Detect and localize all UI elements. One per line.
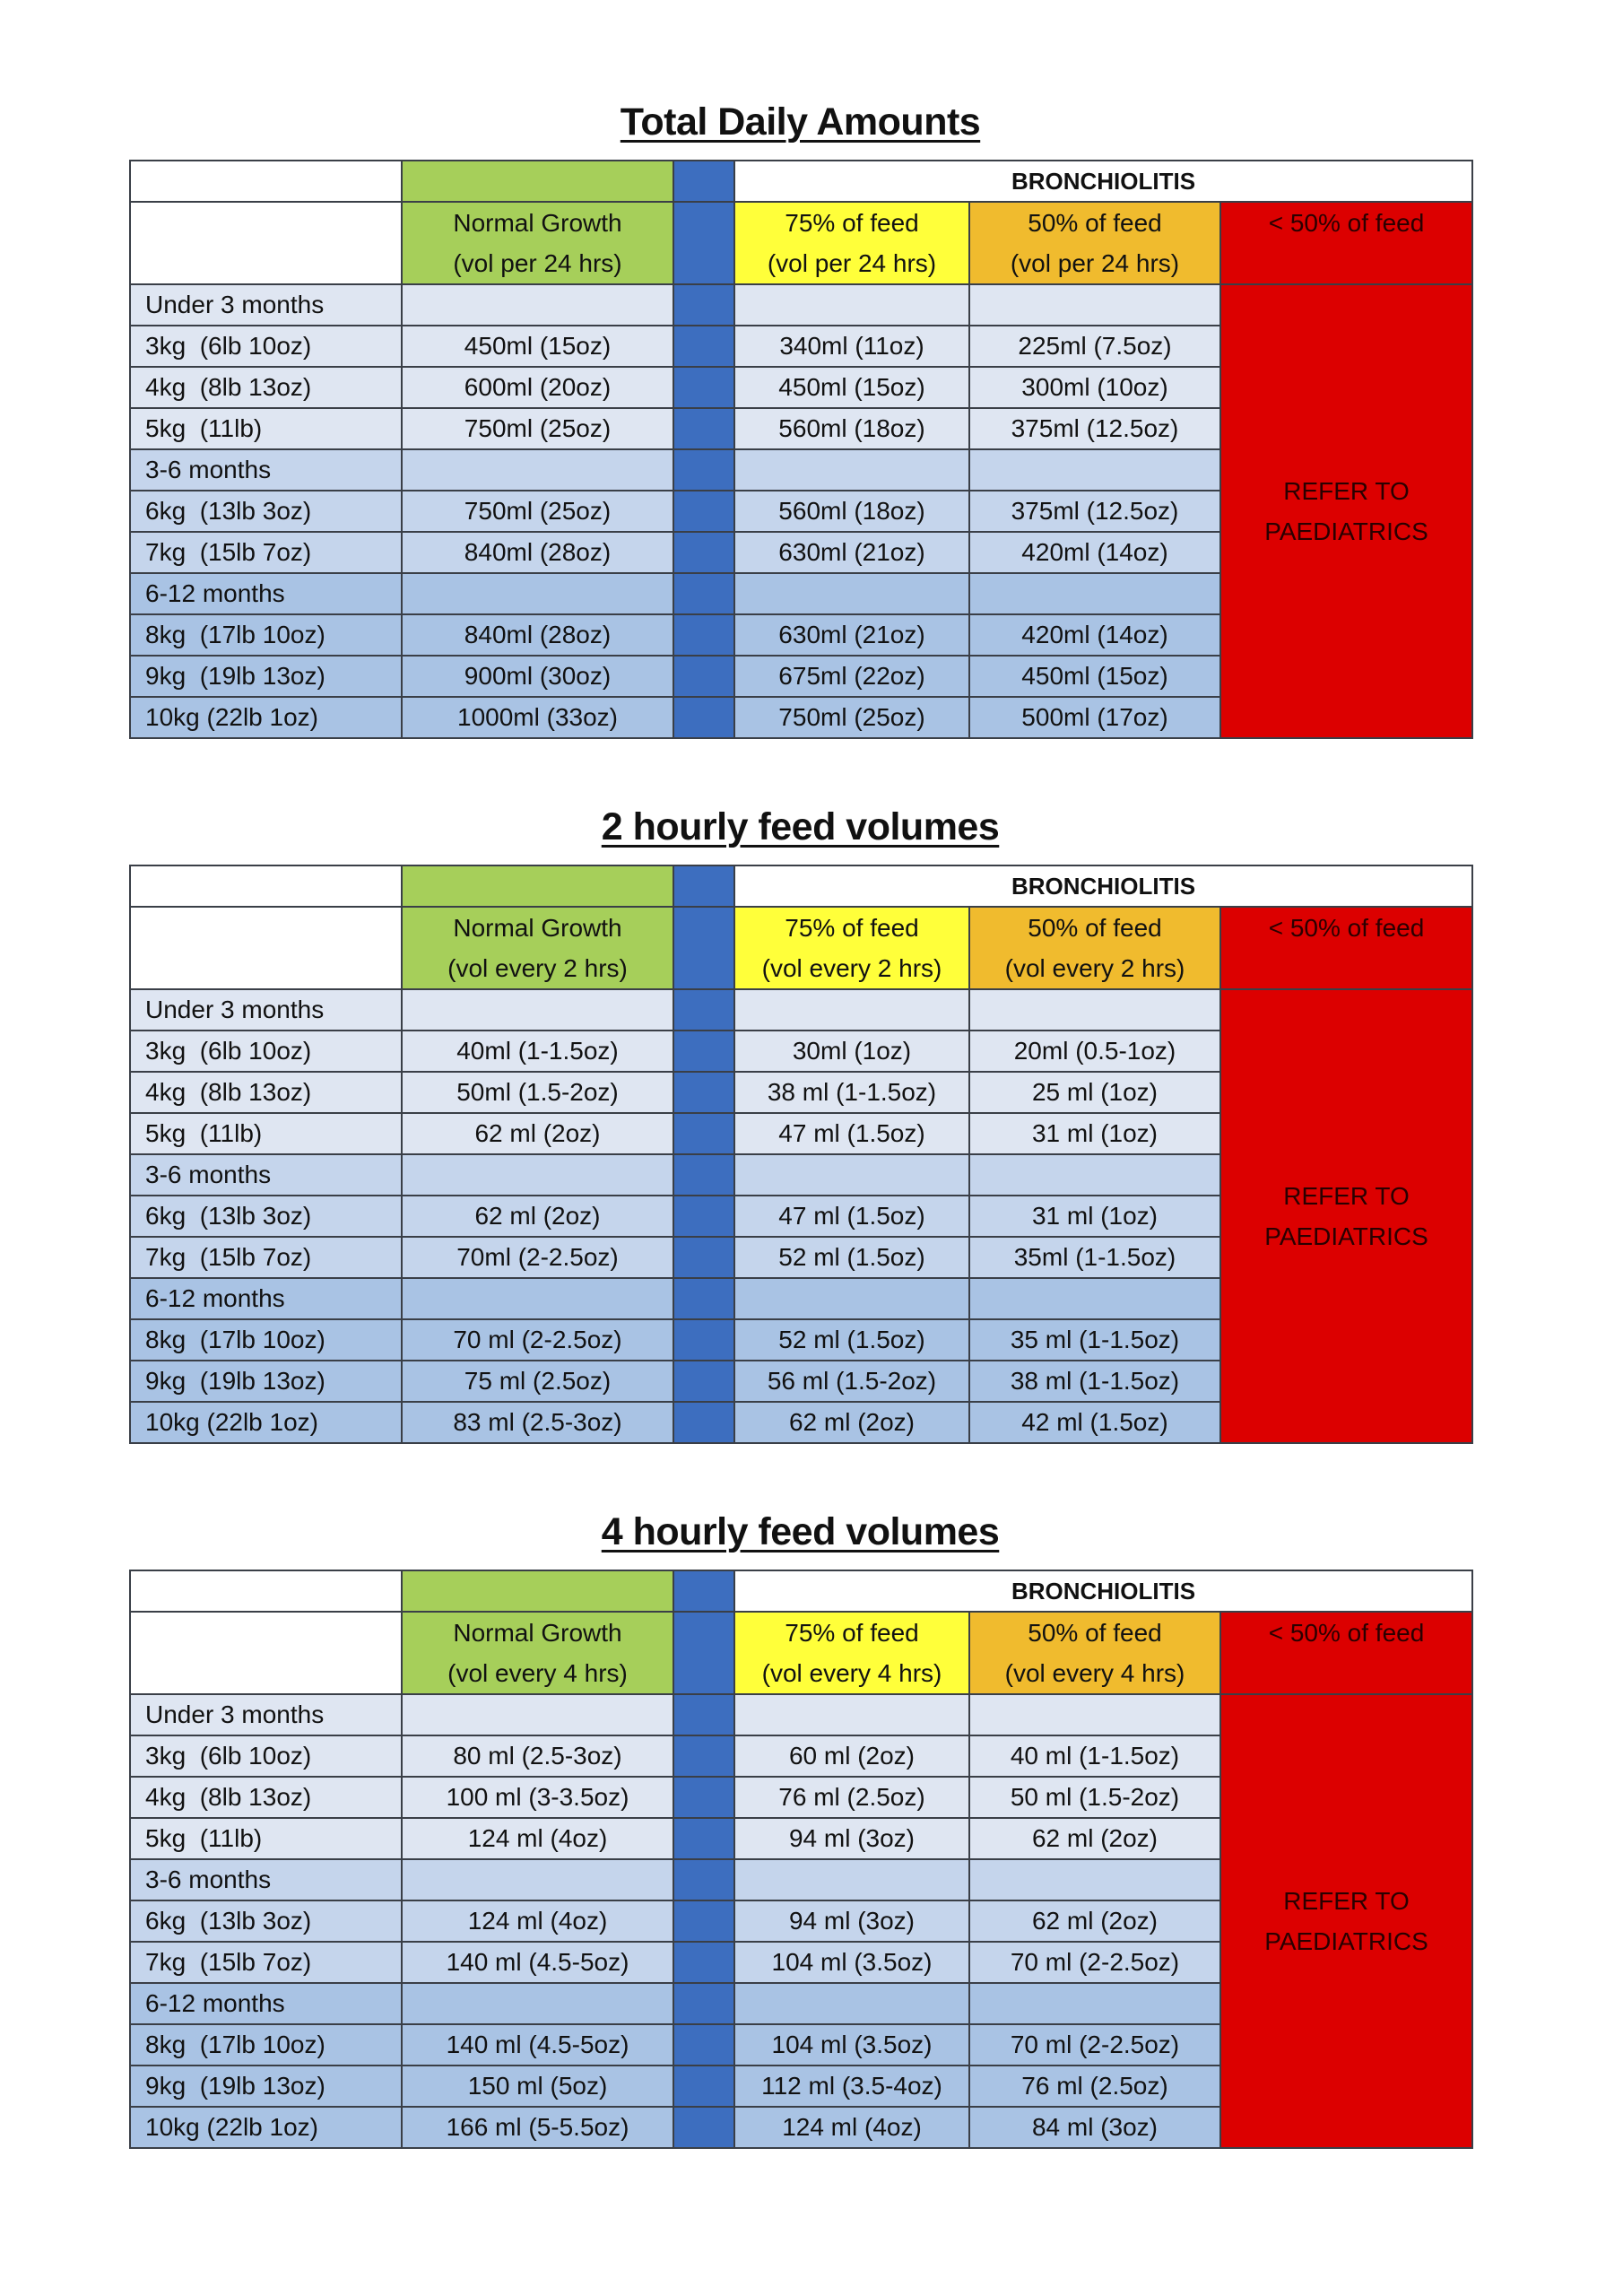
pct75-value [734,1278,969,1319]
pct50-value: 31 ml (1oz) [969,1113,1220,1154]
row-label: 10kg (22lb 1oz) [130,1402,402,1443]
divider-column [673,202,734,284]
normal-growth-band [402,1570,673,1612]
pct75-value [734,1154,969,1196]
row-label: 6kg (13lb 3oz) [130,1900,402,1942]
pct50-value: 62 ml (2oz) [969,1900,1220,1942]
header-line: (vol every 2 hrs) [761,954,942,982]
normal-growth-band [402,865,673,907]
feed-volume-table [129,160,1473,739]
row-label: 3kg (6lb 10oz) [130,1735,402,1777]
normal-growth-value: 750ml (25oz) [402,491,673,532]
divider-column [673,1278,734,1319]
section-title: 4 hourly feed volumes [601,1510,1000,1553]
pct50-value: 375ml (12.5oz) [969,491,1220,532]
divider-column [673,1402,734,1443]
divider-column [673,1113,734,1154]
pct75-value: 560ml (18oz) [734,491,969,532]
divider-column [673,573,734,614]
divider-column [673,1818,734,1859]
pct75-value: 47 ml (1.5oz) [734,1113,969,1154]
header-line: 75% of feed [785,914,919,942]
header-line: < 50% of feed [1268,1619,1425,1647]
divider-column [673,1900,734,1942]
header-line: (vol per 24 hrs) [1010,249,1180,277]
divider-column [673,408,734,449]
pct75-value: 675ml (22oz) [734,656,969,697]
pct50-value: 76 ml (2.5oz) [969,2066,1220,2107]
header-line: (vol every 4 hrs) [761,1659,942,1687]
header-line: (vol every 4 hrs) [447,1659,628,1687]
pct50-value [969,1859,1220,1900]
divider-column [673,865,734,907]
row-label: 3-6 months [130,449,402,491]
divider-column [673,1983,734,2024]
blank-cell [130,1612,402,1694]
row-label: 5kg (11lb) [130,408,402,449]
age-group-row [130,1694,1472,1735]
divider-column [673,532,734,573]
divider-column [673,1196,734,1237]
pct75-header [734,1612,969,1694]
normal-growth-header [402,1612,673,1694]
divider-column [673,2107,734,2148]
pct50-value: 35ml (1-1.5oz) [969,1237,1220,1278]
row-label: 5kg (11lb) [130,1113,402,1154]
row-label: 5kg (11lb) [130,1818,402,1859]
pct75-value: 94 ml (3oz) [734,1818,969,1859]
pct75-value: 630ml (21oz) [734,614,969,656]
pct75-header [734,907,969,989]
pct50-value [969,449,1220,491]
divider-column [673,1319,734,1361]
normal-growth-value [402,1694,673,1735]
divider-column [673,656,734,697]
divider-column [673,1735,734,1777]
row-label: 10kg (22lb 1oz) [130,2107,402,2148]
pct50-value: 40 ml (1-1.5oz) [969,1735,1220,1777]
row-label: 6-12 months [130,1278,402,1319]
normal-growth-header [402,202,673,284]
divider-column [673,1570,734,1612]
refer-to-paediatrics [1220,284,1472,738]
bronchiolitis-header: BRONCHIOLITIS [734,1570,1472,1612]
normal-growth-value: 450ml (15oz) [402,326,673,367]
row-label: 7kg (15lb 7oz) [130,1237,402,1278]
normal-growth-value: 140 ml (4.5-5oz) [402,1942,673,1983]
divider-column [673,161,734,202]
column-header-row [130,907,1472,989]
pct75-value [734,573,969,614]
pct50-value: 420ml (14oz) [969,532,1220,573]
normal-growth-value [402,1278,673,1319]
header-line: Normal Growth [453,209,622,237]
divider-column [673,1612,734,1694]
pct75-value: 340ml (11oz) [734,326,969,367]
normal-growth-value: 166 ml (5-5.5oz) [402,2107,673,2148]
divider-column [673,1031,734,1072]
header-line: 50% of feed [1028,914,1162,942]
row-label: 7kg (15lb 7oz) [130,1942,402,1983]
normal-growth-value: 750ml (25oz) [402,408,673,449]
divider-column [673,491,734,532]
pct75-value: 560ml (18oz) [734,408,969,449]
blank-cell [130,1570,402,1612]
normal-growth-value: 840ml (28oz) [402,614,673,656]
refer-to-paediatrics [1220,989,1472,1443]
row-label: 3-6 months [130,1154,402,1196]
group-header-row [130,161,1472,202]
age-group-row [130,989,1472,1031]
bronchiolitis-header: BRONCHIOLITIS [734,865,1472,907]
blank-cell [130,161,402,202]
refer-to-paediatrics [1220,1694,1472,2148]
pct75-value [734,1859,969,1900]
row-label: 3kg (6lb 10oz) [130,326,402,367]
pct50-value: 70 ml (2-2.5oz) [969,2024,1220,2066]
row-label: 4kg (8lb 13oz) [130,367,402,408]
divider-column [673,1942,734,1983]
row-label: 8kg (17lb 10oz) [130,2024,402,2066]
divider-column [673,1154,734,1196]
divider-column [673,1237,734,1278]
header-line: Normal Growth [453,914,622,942]
normal-growth-value: 80 ml (2.5-3oz) [402,1735,673,1777]
row-label: 9kg (19lb 13oz) [130,656,402,697]
normal-growth-value: 900ml (30oz) [402,656,673,697]
header-line: REFER TO [1283,1182,1410,1210]
pct50-value: 20ml (0.5-1oz) [969,1031,1220,1072]
pct75-value [734,284,969,326]
pct50-value [969,989,1220,1031]
normal-growth-value [402,449,673,491]
pct75-value: 112 ml (3.5-4oz) [734,2066,969,2107]
header-line: PAEDIATRICS [1264,517,1428,545]
normal-growth-value: 50ml (1.5-2oz) [402,1072,673,1113]
header-line: REFER TO [1283,1887,1410,1915]
pct50-value: 450ml (15oz) [969,656,1220,697]
header-line: < 50% of feed [1268,209,1425,237]
row-label: 7kg (15lb 7oz) [130,532,402,573]
column-header-row [130,202,1472,284]
header-line: PAEDIATRICS [1264,1927,1428,1955]
divider-column [673,1859,734,1900]
normal-growth-band [402,161,673,202]
bronchiolitis-header: BRONCHIOLITIS [734,161,1472,202]
pct75-value [734,1694,969,1735]
row-label: 6-12 months [130,573,402,614]
pct50-value [969,1278,1220,1319]
age-group-row [130,284,1472,326]
normal-growth-value: 75 ml (2.5oz) [402,1361,673,1402]
pct50-value: 225ml (7.5oz) [969,326,1220,367]
lt50-header [1220,202,1472,284]
blank-cell [130,907,402,989]
row-label: 6-12 months [130,1983,402,2024]
divider-column [673,907,734,989]
pct75-value: 450ml (15oz) [734,367,969,408]
row-label: 9kg (19lb 13oz) [130,1361,402,1402]
pct75-value: 94 ml (3oz) [734,1900,969,1942]
normal-growth-value: 100 ml (3-3.5oz) [402,1777,673,1818]
pct50-value: 50 ml (1.5-2oz) [969,1777,1220,1818]
row-label: 3-6 months [130,1859,402,1900]
column-header-row [130,1612,1472,1694]
normal-growth-value: 124 ml (4oz) [402,1900,673,1942]
normal-growth-value: 70 ml (2-2.5oz) [402,1319,673,1361]
normal-growth-value: 124 ml (4oz) [402,1818,673,1859]
pct50-value: 375ml (12.5oz) [969,408,1220,449]
section-title: 2 hourly feed volumes [601,805,1000,848]
pct75-value: 52 ml (1.5oz) [734,1319,969,1361]
normal-growth-value: 600ml (20oz) [402,367,673,408]
row-label: Under 3 months [130,1694,402,1735]
normal-growth-value: 140 ml (4.5-5oz) [402,2024,673,2066]
pct75-header [734,202,969,284]
group-header-row [130,865,1472,907]
pct50-value: 70 ml (2-2.5oz) [969,1942,1220,1983]
pct50-value: 300ml (10oz) [969,367,1220,408]
normal-growth-value: 40ml (1-1.5oz) [402,1031,673,1072]
pct50-value [969,1983,1220,2024]
pct75-value: 104 ml (3.5oz) [734,1942,969,1983]
divider-column [673,1361,734,1402]
divider-column [673,284,734,326]
row-label: 8kg (17lb 10oz) [130,1319,402,1361]
row-label: 10kg (22lb 1oz) [130,697,402,738]
pct75-value: 47 ml (1.5oz) [734,1196,969,1237]
header-line: < 50% of feed [1268,914,1425,942]
pct75-value: 750ml (25oz) [734,697,969,738]
blank-cell [130,865,402,907]
header-line: (vol per 24 hrs) [767,249,937,277]
normal-growth-value: 150 ml (5oz) [402,2066,673,2107]
pct75-value: 56 ml (1.5-2oz) [734,1361,969,1402]
pct75-value [734,449,969,491]
normal-growth-value [402,1983,673,2024]
header-line: 50% of feed [1028,209,1162,237]
divider-column [673,326,734,367]
divider-column [673,2024,734,2066]
divider-column [673,989,734,1031]
normal-growth-value [402,989,673,1031]
pct75-value: 62 ml (2oz) [734,1402,969,1443]
pct50-value [969,1154,1220,1196]
header-line: Normal Growth [453,1619,622,1647]
pct50-value: 25 ml (1oz) [969,1072,1220,1113]
row-label: 6kg (13lb 3oz) [130,1196,402,1237]
pct50-value: 35 ml (1-1.5oz) [969,1319,1220,1361]
pct75-value: 30ml (1oz) [734,1031,969,1072]
pct75-value: 104 ml (3.5oz) [734,2024,969,2066]
lt50-header [1220,1612,1472,1694]
divider-column [673,614,734,656]
normal-growth-value [402,1154,673,1196]
pct75-value: 38 ml (1-1.5oz) [734,1072,969,1113]
pct75-value [734,989,969,1031]
row-label: Under 3 months [130,989,402,1031]
divider-column [673,1777,734,1818]
pct75-value: 60 ml (2oz) [734,1735,969,1777]
feed-volume-table [129,1570,1473,2149]
divider-column [673,367,734,408]
pct50-header [969,202,1220,284]
divider-column [673,1694,734,1735]
section-title: Total Daily Amounts [620,100,981,144]
row-label: 3kg (6lb 10oz) [130,1031,402,1072]
divider-column [673,2066,734,2107]
pct50-value: 31 ml (1oz) [969,1196,1220,1237]
normal-growth-value: 62 ml (2oz) [402,1196,673,1237]
header-line: (vol every 4 hrs) [1004,1659,1185,1687]
header-line: REFER TO [1283,477,1410,505]
row-label: 4kg (8lb 13oz) [130,1072,402,1113]
header-line: 50% of feed [1028,1619,1162,1647]
row-label: 8kg (17lb 10oz) [130,614,402,656]
group-header-row [130,1570,1472,1612]
row-label: Under 3 months [130,284,402,326]
pct50-header [969,1612,1220,1694]
divider-column [673,449,734,491]
header-line: PAEDIATRICS [1264,1222,1428,1250]
normal-growth-value [402,573,673,614]
pct50-value: 38 ml (1-1.5oz) [969,1361,1220,1402]
normal-growth-value: 1000ml (33oz) [402,697,673,738]
normal-growth-value: 840ml (28oz) [402,532,673,573]
pct50-value: 84 ml (3oz) [969,2107,1220,2148]
row-label: 6kg (13lb 3oz) [130,491,402,532]
normal-growth-value: 70ml (2-2.5oz) [402,1237,673,1278]
pct50-value: 62 ml (2oz) [969,1818,1220,1859]
pct75-value: 124 ml (4oz) [734,2107,969,2148]
pct50-value [969,573,1220,614]
header-line: 75% of feed [785,209,919,237]
blank-cell [130,202,402,284]
header-line: (vol every 2 hrs) [1004,954,1185,982]
normal-growth-value: 83 ml (2.5-3oz) [402,1402,673,1443]
pct50-value: 420ml (14oz) [969,614,1220,656]
divider-column [673,1072,734,1113]
pct50-value: 42 ml (1.5oz) [969,1402,1220,1443]
lt50-header [1220,907,1472,989]
header-line: 75% of feed [785,1619,919,1647]
normal-growth-value [402,284,673,326]
pct75-value [734,1983,969,2024]
normal-growth-value [402,1859,673,1900]
header-line: (vol per 24 hrs) [453,249,622,277]
pct75-value: 630ml (21oz) [734,532,969,573]
pct75-value: 76 ml (2.5oz) [734,1777,969,1818]
pct75-value: 52 ml (1.5oz) [734,1237,969,1278]
normal-growth-header [402,907,673,989]
feed-volume-table [129,865,1473,1444]
header-line: (vol every 2 hrs) [447,954,628,982]
pct50-value: 500ml (17oz) [969,697,1220,738]
pct50-value [969,284,1220,326]
normal-growth-value: 62 ml (2oz) [402,1113,673,1154]
divider-column [673,697,734,738]
row-label: 9kg (19lb 13oz) [130,2066,402,2107]
pct50-header [969,907,1220,989]
row-label: 4kg (8lb 13oz) [130,1777,402,1818]
pct50-value [969,1694,1220,1735]
